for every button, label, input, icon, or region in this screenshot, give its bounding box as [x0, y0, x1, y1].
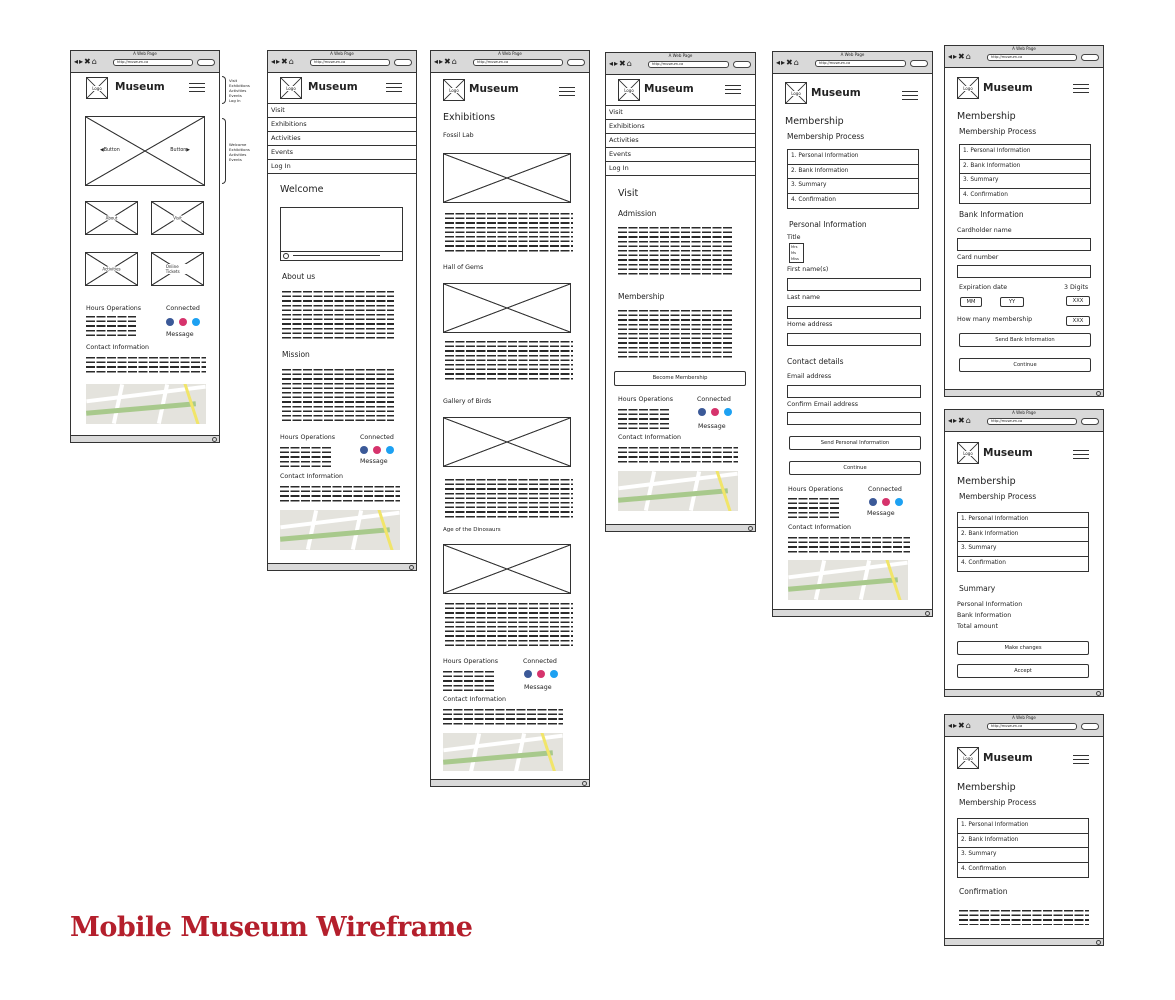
instagram-icon[interactable] [537, 670, 545, 678]
browser-chrome: A Web Page ◂▸✖⌂ http://museum.ca [71, 51, 219, 73]
logo-placeholder[interactable]: Logo [443, 79, 465, 101]
personal-info-heading: Personal Information [789, 220, 867, 229]
logo-placeholder[interactable]: Logo [957, 442, 979, 464]
tile-activities[interactable]: Activities [85, 252, 138, 286]
search-field[interactable] [1081, 418, 1099, 425]
contact-heading: Contact Information [86, 344, 149, 351]
step-personal-information[interactable]: 1. Personal Information [958, 513, 1088, 528]
brand-name: Museum [983, 752, 1033, 764]
window-footer [945, 938, 1103, 945]
membership-title: Membership [785, 116, 844, 127]
instagram-icon[interactable] [882, 498, 890, 506]
menu-item-login[interactable]: Log In [606, 162, 755, 176]
map[interactable] [443, 733, 563, 771]
browser-nav-icons[interactable]: ◂▸✖⌂ [948, 416, 972, 425]
step-confirmation[interactable]: 4. Confirmation [961, 559, 1006, 566]
cvv-input[interactable]: XXX [1066, 296, 1090, 306]
search-field[interactable] [910, 60, 928, 67]
window-footer [71, 435, 219, 442]
mission-text [282, 369, 394, 424]
annotation-carousel-list: Welcome Exhibitions Activities Events [229, 142, 250, 162]
browser-chrome: A Web Page ◂▸✖⌂ http://museum.ca [431, 51, 589, 73]
map[interactable] [280, 510, 400, 550]
continue-button[interactable]: Continue [959, 358, 1091, 372]
nav-menu [268, 103, 416, 174]
step-summary[interactable]: 3. Summary [788, 179, 918, 194]
membership-title: Membership [957, 111, 1016, 122]
continue-button[interactable]: Continue [789, 461, 921, 475]
message-link[interactable]: Message [524, 684, 552, 691]
url-bar[interactable]: http://museum.ca [473, 59, 563, 66]
browser-chrome: A Web Page ◂▸✖⌂ http://museum.ca [268, 51, 416, 73]
connected-heading: Connected [360, 434, 394, 441]
hamburger-menu-icon[interactable] [386, 83, 402, 92]
twitter-icon[interactable] [724, 408, 732, 416]
message-link[interactable]: Message [360, 458, 388, 465]
step-confirmation[interactable]: 4. Confirmation [963, 191, 1008, 198]
cardholder-input[interactable] [957, 238, 1091, 251]
play-icon[interactable] [283, 253, 289, 259]
step-bank-information[interactable]: 2. Bank Information [958, 834, 1088, 849]
facebook-icon[interactable] [360, 446, 368, 454]
wireframe-visit [605, 52, 756, 532]
section-age-of-dinosaurs: Age of the Dinosaurs [443, 527, 501, 533]
card-number-label: Card number [957, 254, 999, 261]
hours-text [86, 316, 136, 336]
make-changes-button[interactable]: Make changes [957, 641, 1089, 655]
brand-name: Museum [469, 83, 519, 95]
wireframe-bank-information [944, 45, 1104, 397]
twitter-icon[interactable] [192, 318, 200, 326]
window-footer [268, 563, 416, 570]
menu-item-events[interactable]: Events [268, 146, 416, 160]
search-field[interactable] [394, 59, 412, 66]
step-personal-information[interactable]: 1. Personal Information [788, 150, 918, 165]
hamburger-menu-icon[interactable] [902, 91, 918, 100]
nav-menu [606, 105, 755, 176]
facebook-icon[interactable] [166, 318, 174, 326]
connected-heading: Connected [523, 658, 557, 665]
contact-text [618, 447, 738, 465]
brand-name: Museum [983, 82, 1033, 94]
contact-heading: Contact Information [618, 434, 681, 441]
text-fossil-lab [445, 213, 573, 253]
browser-nav-icons[interactable]: ◂▸✖⌂ [609, 59, 633, 68]
instagram-icon[interactable] [711, 408, 719, 416]
url-bar[interactable]: http://museum.ca [648, 61, 729, 68]
message-link[interactable]: Message [698, 423, 726, 430]
browser-nav-icons[interactable]: ◂▸✖⌂ [776, 58, 800, 67]
browser-nav-icons[interactable]: ◂▸✖⌂ [434, 57, 458, 66]
menu-item-exhibitions[interactable]: Exhibitions [268, 118, 416, 132]
title-select[interactable]: Mrs Ms Miss [789, 243, 804, 263]
site-header [945, 737, 1103, 767]
membership-text [618, 310, 733, 358]
visit-title: Visit [618, 188, 639, 199]
exhibitions-title: Exhibitions [443, 112, 496, 123]
tile-visit[interactable]: Visit [151, 201, 204, 235]
instagram-icon[interactable] [373, 446, 381, 454]
wireframe-personal-information [772, 51, 933, 617]
cardholder-label: Cardholder name [957, 227, 1012, 234]
hours-heading: Hours Operations [280, 434, 336, 441]
text-hall-of-gems [445, 341, 573, 381]
site-header [268, 73, 416, 103]
site-header [945, 68, 1103, 98]
browser-chrome: A Web Page ◂▸✖⌂ http://museum.ca [945, 715, 1103, 737]
url-bar[interactable]: http://museum.ca [987, 723, 1077, 730]
welcome-heading: Welcome [280, 184, 324, 195]
step-summary[interactable]: 3. Summary [958, 848, 1088, 863]
message-link[interactable]: Message [166, 331, 194, 338]
image-gallery-of-birds [443, 417, 571, 467]
facebook-icon[interactable] [698, 408, 706, 416]
map[interactable] [788, 560, 908, 600]
brand-name: Museum [811, 87, 861, 99]
how-many-label: How many membership [957, 316, 1033, 323]
menu-item-exhibitions[interactable]: Exhibitions [606, 120, 755, 134]
email-label: Email address [787, 373, 832, 380]
contact-heading: Contact Information [788, 524, 851, 531]
search-field[interactable] [1081, 723, 1099, 730]
url-bar[interactable]: http://museum.ca [815, 60, 906, 67]
url-bar[interactable]: http://museum.ca [113, 59, 193, 66]
membership-steps [959, 144, 1091, 204]
page-title: Mobile Museum Wireframe [70, 912, 473, 943]
about-heading: About us [282, 272, 316, 281]
confirm-email-label: Confirm Email address [787, 401, 859, 408]
wireframe-confirmation [944, 714, 1104, 946]
send-bank-info-button[interactable]: Send Bank Information [959, 333, 1091, 347]
text-age-of-dinosaurs [445, 603, 573, 648]
menu-item-visit[interactable]: Visit [268, 104, 416, 118]
summary-bank-info: Bank Information [957, 612, 1012, 619]
logo-placeholder[interactable]: Logo [785, 82, 807, 104]
carousel-prev-button[interactable]: ◀Button [100, 148, 120, 153]
browser-nav-icons[interactable]: ◂▸✖⌂ [948, 721, 972, 730]
contact-details-heading: Contact details [787, 357, 844, 366]
site-header [606, 75, 755, 105]
confirmation-heading: Confirmation [959, 887, 1008, 896]
membership-process-heading: Membership Process [959, 798, 1037, 807]
site-header [431, 73, 589, 103]
image-age-of-dinosaurs [443, 544, 571, 594]
annotation-menu-list: Visit Exhibitions Activities Events Log In [229, 78, 250, 103]
membership-heading: Membership [618, 292, 665, 301]
contact-text [443, 709, 563, 727]
image-fossil-lab [443, 153, 571, 203]
window-footer [606, 524, 755, 531]
about-text [282, 291, 394, 339]
window-footer [431, 779, 589, 786]
step-bank-information[interactable]: 2. Bank Information [788, 165, 918, 180]
section-fossil-lab: Fossil Lab [443, 132, 474, 139]
step-bank-information[interactable]: 2. Bank Information [958, 528, 1088, 543]
become-membership-button[interactable]: Become Membership [614, 371, 746, 386]
membership-process-heading: Membership Process [787, 132, 865, 141]
section-gallery-of-birds: Gallery of Birds [443, 398, 492, 405]
hamburger-menu-icon[interactable] [725, 85, 741, 94]
hero-carousel[interactable] [85, 116, 205, 186]
image-hall-of-gems [443, 283, 571, 333]
membership-title: Membership [957, 476, 1016, 487]
last-name-input[interactable] [787, 306, 921, 319]
window-footer [945, 689, 1103, 696]
twitter-icon[interactable] [895, 498, 903, 506]
tile-online-tickets[interactable]: Online Tickets [151, 252, 204, 286]
connected-heading: Connected [868, 486, 902, 493]
browser-chrome: A Web Page ◂▸✖⌂ http://museum.ca [945, 46, 1103, 68]
bank-info-heading: Bank Information [959, 210, 1024, 219]
mission-heading: Mission [282, 350, 310, 359]
browser-nav-icons[interactable]: ◂▸✖⌂ [74, 57, 98, 66]
admission-text [618, 227, 733, 277]
year-input[interactable]: YY [1000, 297, 1024, 307]
title-label: Title [787, 234, 801, 241]
brand-name: Museum [308, 81, 358, 93]
browser-nav-icons[interactable]: ◂▸✖⌂ [948, 52, 972, 61]
hamburger-menu-icon[interactable] [559, 87, 575, 96]
twitter-icon[interactable] [386, 446, 394, 454]
menu-item-activities[interactable]: Activities [268, 132, 416, 146]
menu-item-login[interactable]: Log In [268, 160, 416, 174]
facebook-icon[interactable] [524, 670, 532, 678]
facebook-icon[interactable] [869, 498, 877, 506]
carousel-next-button[interactable]: Button▶ [170, 148, 190, 153]
url-bar[interactable]: http://museum.ca [987, 418, 1077, 425]
digits-label: 3 Digits [1064, 284, 1089, 291]
membership-steps [787, 149, 919, 209]
hamburger-menu-icon[interactable] [1073, 84, 1089, 93]
wireframe-welcome [267, 50, 417, 571]
home-address-label: Home address [787, 321, 833, 328]
confirm-email-input[interactable] [787, 412, 921, 425]
annotation-brace-menu [222, 76, 226, 104]
membership-process-heading: Membership Process [959, 127, 1037, 136]
hours-text [280, 447, 332, 467]
section-hall-of-gems: Hall of Gems [443, 264, 484, 271]
menu-item-visit[interactable]: Visit [606, 106, 755, 120]
hours-heading: Hours Operations [443, 658, 499, 665]
search-field[interactable] [197, 59, 215, 66]
hamburger-menu-icon[interactable] [1073, 755, 1089, 764]
step-confirmation[interactable]: 4. Confirmation [791, 196, 836, 203]
annotation-brace-carousel [222, 118, 226, 184]
browser-nav-icons[interactable]: ◂▸✖⌂ [271, 57, 295, 66]
membership-title: Membership [957, 782, 1016, 793]
connected-heading: Connected [166, 305, 200, 312]
home-address-input[interactable] [787, 333, 921, 346]
tile-about[interactable]: About [85, 201, 138, 235]
logo-placeholder[interactable]: Logo [618, 79, 640, 101]
membership-process-heading: Membership Process [959, 492, 1037, 501]
search-field[interactable] [567, 59, 585, 66]
menu-item-activities[interactable]: Activities [606, 134, 755, 148]
video-player[interactable] [280, 207, 403, 261]
brand-name: Museum [115, 81, 165, 93]
site-header [945, 432, 1103, 462]
browser-chrome: A Web Page ◂▸✖⌂ http://museum.ca [606, 53, 755, 75]
logo-placeholder[interactable]: Logo [280, 77, 302, 99]
membership-steps [957, 818, 1089, 878]
site-header [773, 74, 932, 104]
step-summary[interactable]: 3. Summary [958, 542, 1088, 557]
hours-text [788, 498, 840, 518]
contact-heading: Contact Information [280, 473, 343, 480]
hours-text [618, 409, 670, 429]
send-personal-info-button[interactable]: Send Personal Information [789, 436, 921, 450]
brand-name: Museum [644, 83, 694, 95]
browser-chrome: A Web Page ◂▸✖⌂ http://museum.ca [773, 52, 932, 74]
summary-heading: Summary [959, 584, 996, 593]
wireframe-summary [944, 409, 1104, 697]
card-number-input[interactable] [957, 265, 1091, 278]
hamburger-menu-icon[interactable] [189, 83, 205, 92]
connected-heading: Connected [697, 396, 731, 403]
membership-steps [957, 512, 1089, 572]
step-personal-information[interactable]: 1. Personal Information [958, 819, 1088, 834]
logo-placeholder[interactable]: Logo [957, 77, 979, 99]
url-bar[interactable]: http://museum.ca [310, 59, 390, 66]
step-personal-information[interactable]: 1. Personal Information [960, 145, 1090, 160]
url-bar[interactable]: http://museum.ca [987, 54, 1077, 61]
search-field[interactable] [1081, 54, 1099, 61]
contact-text [788, 537, 910, 555]
contact-heading: Contact Information [443, 696, 506, 703]
confirmation-text [959, 910, 1089, 925]
summary-personal-info: Personal Information [957, 601, 1023, 608]
month-input[interactable]: MM [960, 297, 982, 307]
contact-text [280, 486, 400, 504]
map[interactable] [618, 471, 738, 511]
step-summary[interactable]: 3. Summary [960, 174, 1090, 189]
wireframe-home [70, 50, 220, 443]
site-header [71, 73, 219, 103]
hours-text [443, 671, 495, 691]
hours-heading: Hours Operations [618, 396, 674, 403]
wireframe-exhibitions [430, 50, 590, 787]
search-field[interactable] [733, 61, 751, 68]
summary-total-amount: Total amount [957, 623, 999, 630]
last-name-label: Last name [787, 294, 820, 301]
window-footer [945, 389, 1103, 396]
expiration-label: Expiration date [959, 284, 1008, 291]
message-link[interactable]: Message [867, 510, 895, 517]
email-input[interactable] [787, 385, 921, 398]
browser-chrome: A Web Page ◂▸✖⌂ http://museum.ca [945, 410, 1103, 432]
window-footer [773, 609, 932, 616]
first-name-label: First name(s) [787, 266, 829, 273]
menu-item-events[interactable]: Events [606, 148, 755, 162]
accept-button[interactable]: Accept [957, 664, 1089, 678]
instagram-icon[interactable] [179, 318, 187, 326]
twitter-icon[interactable] [550, 670, 558, 678]
admission-heading: Admission [618, 209, 657, 218]
map[interactable] [86, 384, 206, 424]
logo-placeholder[interactable]: Logo [86, 77, 108, 99]
hamburger-menu-icon[interactable] [1073, 450, 1089, 459]
step-bank-information[interactable]: 2. Bank Information [960, 160, 1090, 175]
contact-text [86, 357, 206, 375]
first-name-input[interactable] [787, 278, 921, 291]
hours-heading: Hours Operations [86, 305, 142, 312]
hours-heading: Hours Operations [788, 486, 844, 493]
step-confirmation[interactable]: 4. Confirmation [961, 865, 1006, 872]
brand-name: Museum [983, 447, 1033, 459]
text-gallery-of-birds [445, 479, 573, 519]
logo-placeholder[interactable]: Logo [957, 747, 979, 769]
membership-count-input[interactable]: XXX [1066, 316, 1090, 326]
